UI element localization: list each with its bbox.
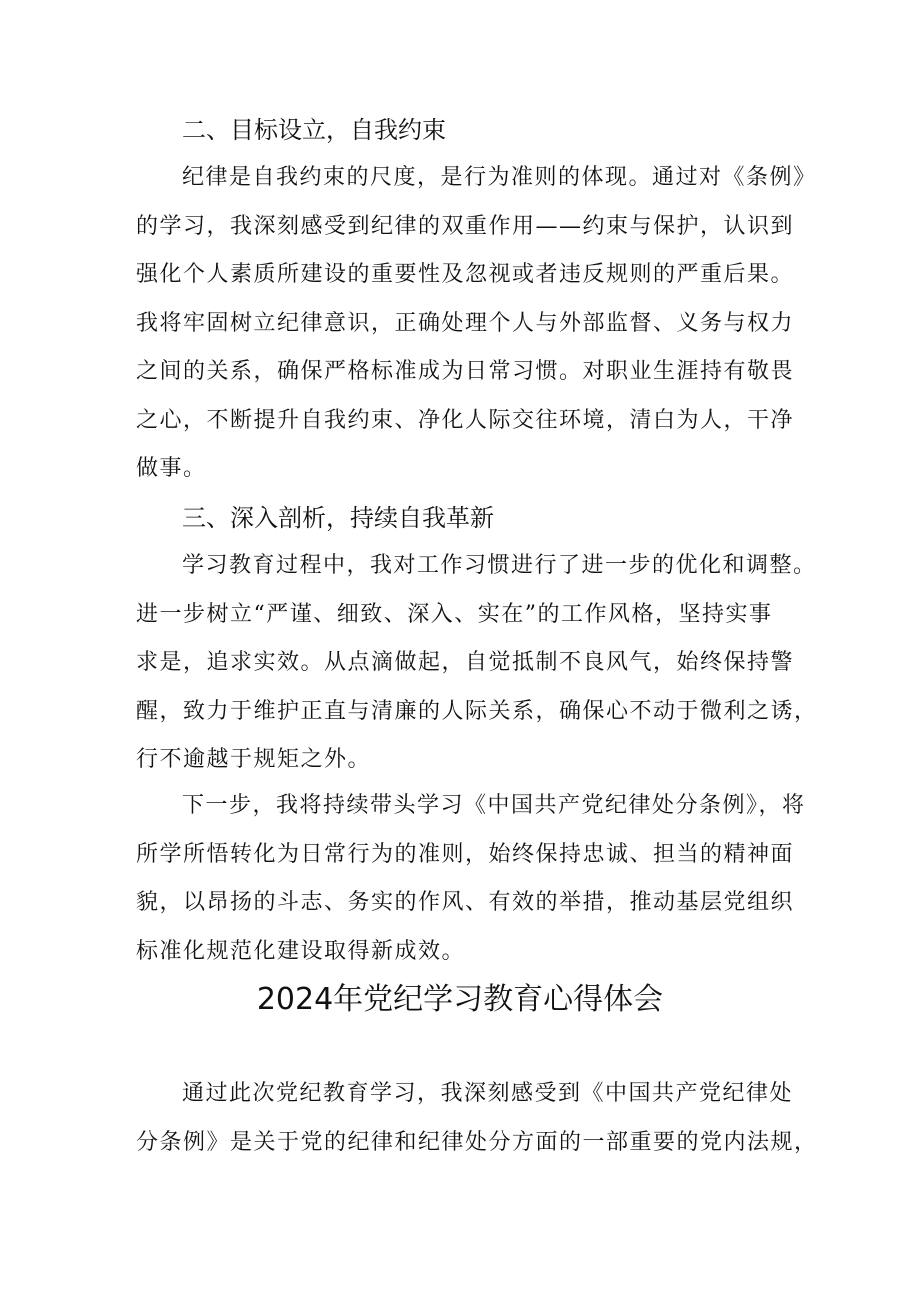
paragraph-line: 醒，致力于维护正直与清廉的人际关系，确保心不动于微利之诱， [136, 698, 818, 724]
paragraph-line: 求是，追求实效。从点滴做起，自觉抵制不良风气，始终保持警 [136, 650, 795, 675]
paragraph-line: 所学所悟转化为日常行为的准则，始终保持忠诚、担当的精神面 [136, 841, 795, 867]
paragraph-line: 貌，以昂扬的斗志、务实的作风、有效的举措，推动基层党组织 [136, 890, 795, 915]
section-2-paragraph [136, 154, 817, 494]
section-3-paragraph [136, 542, 818, 785]
paragraph-line: 的学习，我深刻感受到纪律的双重作用——约束与保护，认识到 [136, 213, 795, 239]
paragraph-line: 纪律是自我约束的尺度，是行为准则的体现。通过对《条例》 [182, 165, 817, 190]
article-2-paragraph [136, 1070, 818, 1167]
paragraph-line: 做事。 [136, 456, 207, 481]
paragraph-line: 之间的关系，确保严格标准成为日常习惯。对职业生涯持有敬畏 [136, 359, 795, 384]
paragraph-line: 之心，不断提升自我约束、净化人际交往环境，清白为人，干净 [136, 407, 795, 433]
paragraph-line: 强化个人素质所建设的重要性及忽视或者违反规则的严重后果。 [136, 262, 795, 287]
paragraph-line: 下一步，我将持续带头学习《中国共产党纪律处分条例》，将 [182, 793, 806, 818]
paragraph-line: 进一步树立“严谨、细致、深入、实在”的工作风格，坚持实事 [136, 601, 773, 627]
section-heading-3: 三、深入剖析，持续自我革新 [182, 504, 494, 532]
paragraph-line: 我将牢固树立纪律意识，正确处理个人与外部监督、义务与权力 [136, 310, 795, 336]
section-heading-2: 二、目标设立，自我约束 [182, 116, 446, 144]
next-steps-paragraph [136, 782, 806, 976]
paragraph-line: 行不逾越于规矩之外。 [136, 747, 372, 772]
paragraph-line: 标准化规范化建设取得新成效。 [136, 938, 466, 964]
paragraph-line: 学习教育过程中，我对工作习惯进行了进一步的优化和调整。 [182, 553, 817, 578]
paragraph-line: 通过此次党纪教育学习，我深刻感受到《中国共产党纪律处 [182, 1081, 794, 1106]
paragraph-line: 分条例》是关于党的纪律和纪律处分方面的一部重要的党内法规， [136, 1129, 818, 1155]
article-title: 2024年党纪学习教育心得体会 [256, 982, 664, 1017]
